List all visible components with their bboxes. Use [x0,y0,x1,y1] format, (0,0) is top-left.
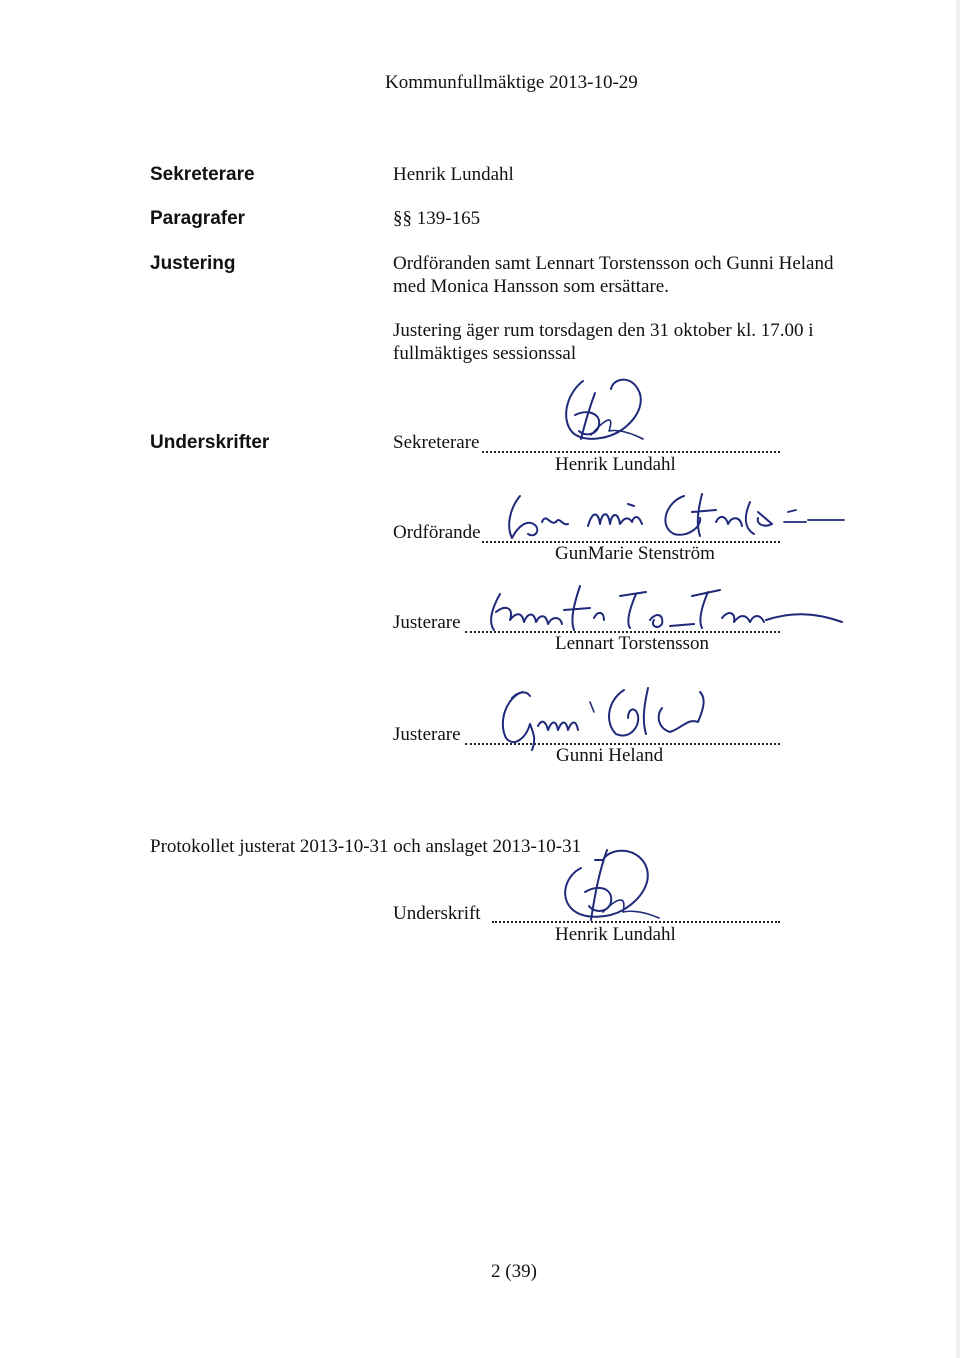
paragraphs-label: Paragrafer [150,208,246,229]
signature-protocol [525,840,685,930]
adjustment-label: Justering [150,253,236,274]
signature-chair [488,482,848,552]
signature-role-chair: Ordförande [393,522,481,543]
protocol-signature-label: Underskrift [393,903,481,924]
secretary-value: Henrik Lundahl [393,164,514,185]
protocol-statement: Protokollet justerat 2013-10-31 och anslaget 2013-10-31 [150,836,582,857]
signature-secretary [535,373,675,453]
signature-role-adjuster-1: Justerare [393,612,461,633]
adjustment-line-3: Justering äger rum torsdagen den 31 oktober kl. 17.00 i [393,320,814,341]
signature-role-adjuster-2: Justerare [393,724,461,745]
signature-name-adjuster-2: Gunni Heland [556,745,664,766]
signature-name-secretary: Henrik Lundahl [555,454,676,475]
signature-name-adjuster-1: Lennart Torstensson [555,633,709,654]
page-number: 2 (39) [491,1261,537,1282]
signature-role-secretary: Sekreterare [393,432,480,453]
adjustment-line-4: fullmäktiges sessionssal [393,343,577,364]
page-title: Kommunfullmäktige 2013-10-29 [385,72,638,93]
paragraphs-value: §§ 139-165 [393,208,481,229]
signatures-label: Underskrifter [150,432,270,453]
protocol-signer-name: Henrik Lundahl [555,924,676,945]
adjustment-line-1: Ordföranden samt Lennart Torstensson och Gunni Heland [393,253,834,274]
secretary-label: Sekreterare [150,164,255,185]
scan-edge [956,0,960,1358]
adjustment-line-2: med Monica Hansson som ersättare. [393,276,669,297]
signature-name-chair: GunMarie Stenström [555,543,715,564]
